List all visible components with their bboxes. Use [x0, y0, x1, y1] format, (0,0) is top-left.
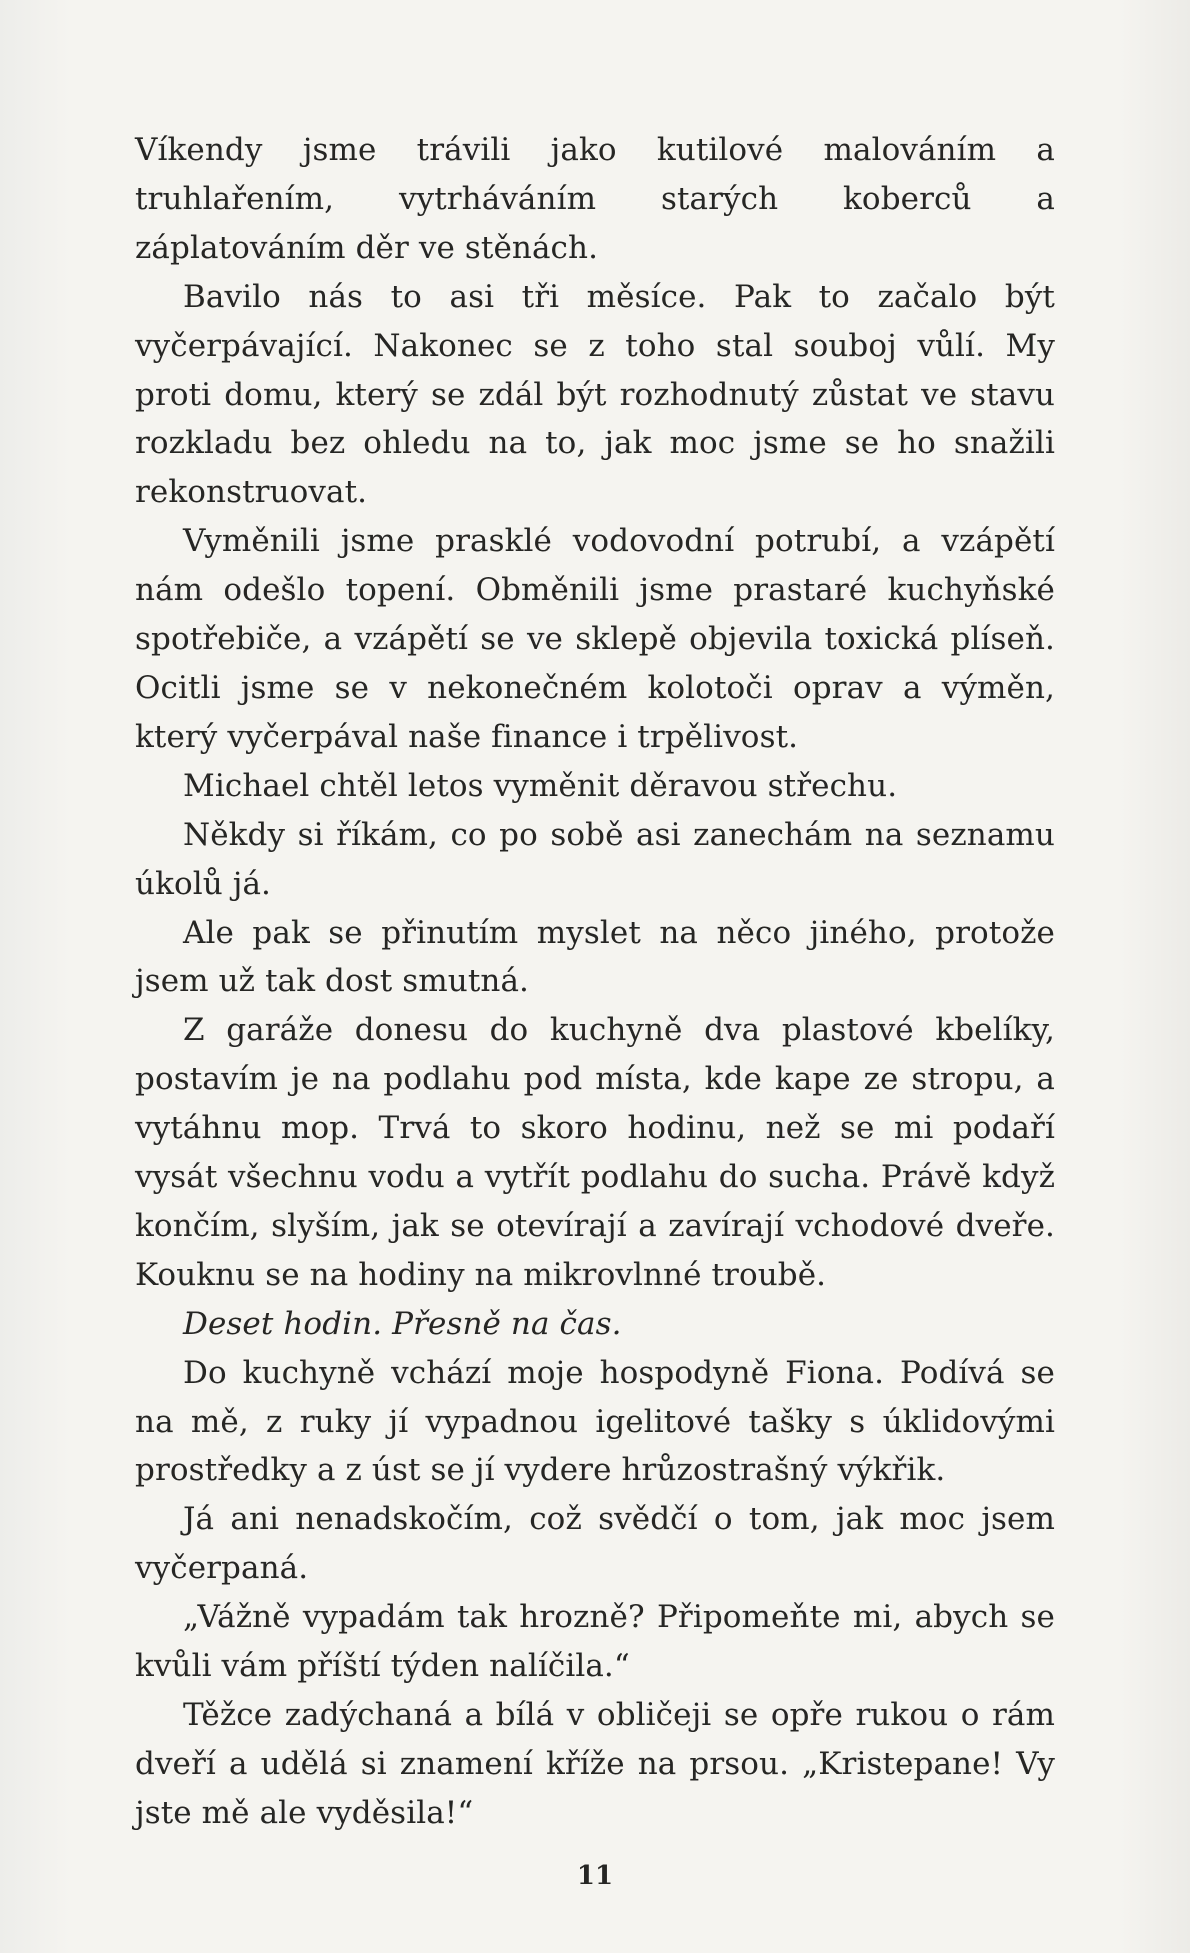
paragraph-10: Já ani nenadskočím, což svědčí o tom, jak moc jsem vyčerpaná.	[135, 1501, 1055, 1587]
paragraph-12: Těžce zadýchaná a bílá v obličeji se opře rukou o rám dveří a udělá si znamení kříže na prsou. „Kristepane! Vy jste mě ale vyděsila!“	[135, 1697, 1055, 1831]
body-text	[135, 126, 1055, 1838]
paragraph-11: „Vážně vypadám tak hrozně? Připomeňte mi, abych se kvůli vám příští týden nalíčila.“	[135, 1599, 1055, 1685]
page-number: 11	[576, 1861, 614, 1891]
paragraph-6: Ale pak se přinutím myslet na něco jiného, protože jsem už tak dost smutná.	[135, 914, 1055, 1000]
paragraph-7: Z garáže donesu do kuchyně dva plastové kbelíky, postavím je na podlahu pod místa, kde kape ze stropu, a vytáhnu mop. Trvá to skoro hodinu, než se mi podaří vysát všechnu vodu a vytřít podlahu do sucha. Právě když končím, slyším, jak se otevírají a zavírají vchodové dveře. Kouknu se na hodiny na mikrovlnné troubě.	[135, 1012, 1055, 1293]
paragraph-3: Vyměnili jsme prasklé vodovodní potrubí, a vzápětí nám odešlo topení. Obměnili jsme prastaré kuchyňské spotřebiče, a vzápětí se ve sklepě objevila toxická plíseň. Ocitli jsme se v nekonečném kolotoči oprav a výměn, který vyčerpával naše finance i trpělivost.	[135, 523, 1055, 755]
paragraph-5: Někdy si říkám, co po sobě asi zanechám na seznamu úkolů já.	[135, 816, 1055, 902]
paragraph-1: Víkendy jsme trávili jako kutilové malováním a truhlařením, vytrháváním starých koberců a záplatováním děr ve stěnách.	[135, 132, 1055, 266]
paragraph-8-italic: Deset hodin. Přesně na čas.	[183, 1305, 622, 1342]
paragraph-4: Michael chtěl letos vyměnit děravou střechu.	[183, 767, 898, 804]
paragraph-2: Bavilo nás to asi tři měsíce. Pak to začalo být vyčerpávající. Nakonec se z toho stal souboj vůlí. My proti domu, který se zdál být rozhodnutý zůstat ve stavu rozkladu bez ohledu na to, jak moc jsme se ho snažili rekonstruovat.	[135, 278, 1055, 511]
paragraph-9: Do kuchyně vchází moje hospodyně Fiona. Podívá se na mě, z ruky jí vypadnou igelitové tašky s úklidovými prostředky a z úst se jí vydere hrůzostrašný výkřik.	[135, 1354, 1055, 1489]
